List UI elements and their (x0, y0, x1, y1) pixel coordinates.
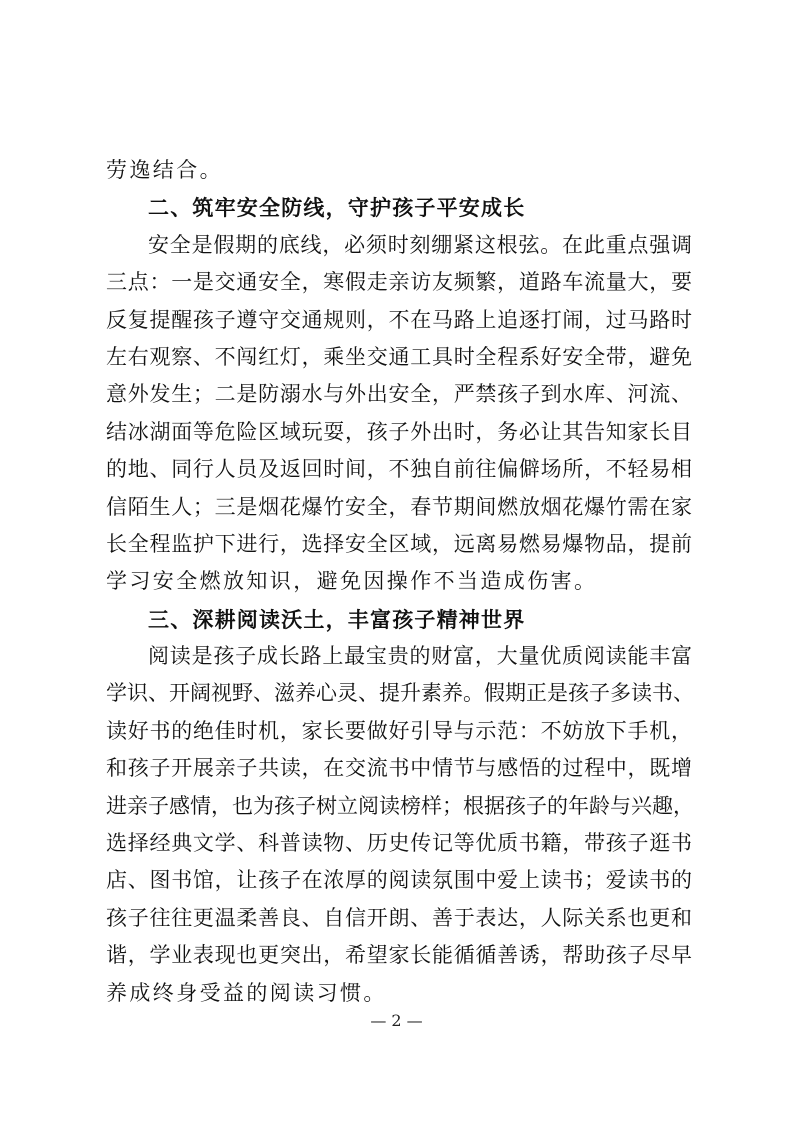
paragraph-line: 学识、开阔视野、滋养心灵、提升素养。假期正是孩子多读书、 (106, 681, 694, 706)
paragraph-line: 孩子往往更温柔善良、自信开朗、善于表达，人际关系也更和 (106, 905, 692, 930)
section-heading-safety: 二、筑牢安全防线，守护孩子平安成长 (148, 195, 526, 221)
paragraph-line: 养成终身受益的阅读习惯。 (106, 980, 387, 1005)
page-number: — 2 — (370, 1011, 423, 1030)
paragraph-line: 进亲子感情，也为孩子树立阅读榜样；根据孩子的年龄与兴趣， (106, 793, 694, 818)
paragraph-line: 劳逸结合。 (106, 158, 223, 182)
paragraph-line: 意外发生；二是防溺水与外出安全，严禁孩子到水库、河流、 (106, 382, 692, 407)
paragraph-line: 选择经典文学、科普读物、历史传记等优质书籍，带孩子逛书 (106, 831, 692, 856)
paragraph-line: 结冰湖面等危险区域玩耍，孩子外出时，务必让其告知家长目 (106, 419, 692, 444)
paragraph-line: 信陌生人；三是烟花爆竹安全，春节期间燃放烟花爆竹需在家 (106, 494, 692, 519)
paragraph-line: 三点：一是交通安全，寒假走亲访友频繁，道路车流量大，要 (106, 270, 692, 295)
paragraph-line: 店、图书馆，让孩子在浓厚的阅读氛围中爱上读书；爱读书的 (106, 868, 692, 893)
paragraph-line: 长全程监护下进行，选择安全区域，远离易燃易爆物品，提前 (106, 531, 692, 556)
paragraph-line: 的地、同行人员及返回时间，不独自前往偏僻场所，不轻易相 (106, 457, 692, 482)
section-heading-reading: 三、深耕阅读沃土，丰富孩子精神世界 (148, 606, 526, 632)
paragraph-line: 谐，学业表现也更突出，希望家长能循循善诱，帮助孩子尽早 (106, 943, 692, 968)
paragraph-line: 读好书的绝佳时机，家长要做好引导与示范：不妨放下手机， (106, 718, 692, 743)
paragraph-line: 左右观察、不闯红灯，乘坐交通工具时全程系好安全带，避免 (106, 344, 692, 369)
paragraph-line: 安全是假期的底线，必须时刻绷紧这根弦。在此重点强调 (148, 232, 692, 257)
paragraph-line: 和孩子开展亲子共读，在交流书中情节与感悟的过程中，既增 (106, 756, 692, 781)
paragraph-line: 阅读是孩子成长路上最宝贵的财富，大量优质阅读能丰富 (148, 644, 692, 669)
paragraph-line: 学习安全燃放知识，避免因操作不当造成伤害。 (106, 569, 598, 594)
document-body (106, 152, 692, 1012)
paragraph-line: 反复提醒孩子遵守交通规则，不在马路上追逐打闹，过马路时 (106, 307, 692, 332)
